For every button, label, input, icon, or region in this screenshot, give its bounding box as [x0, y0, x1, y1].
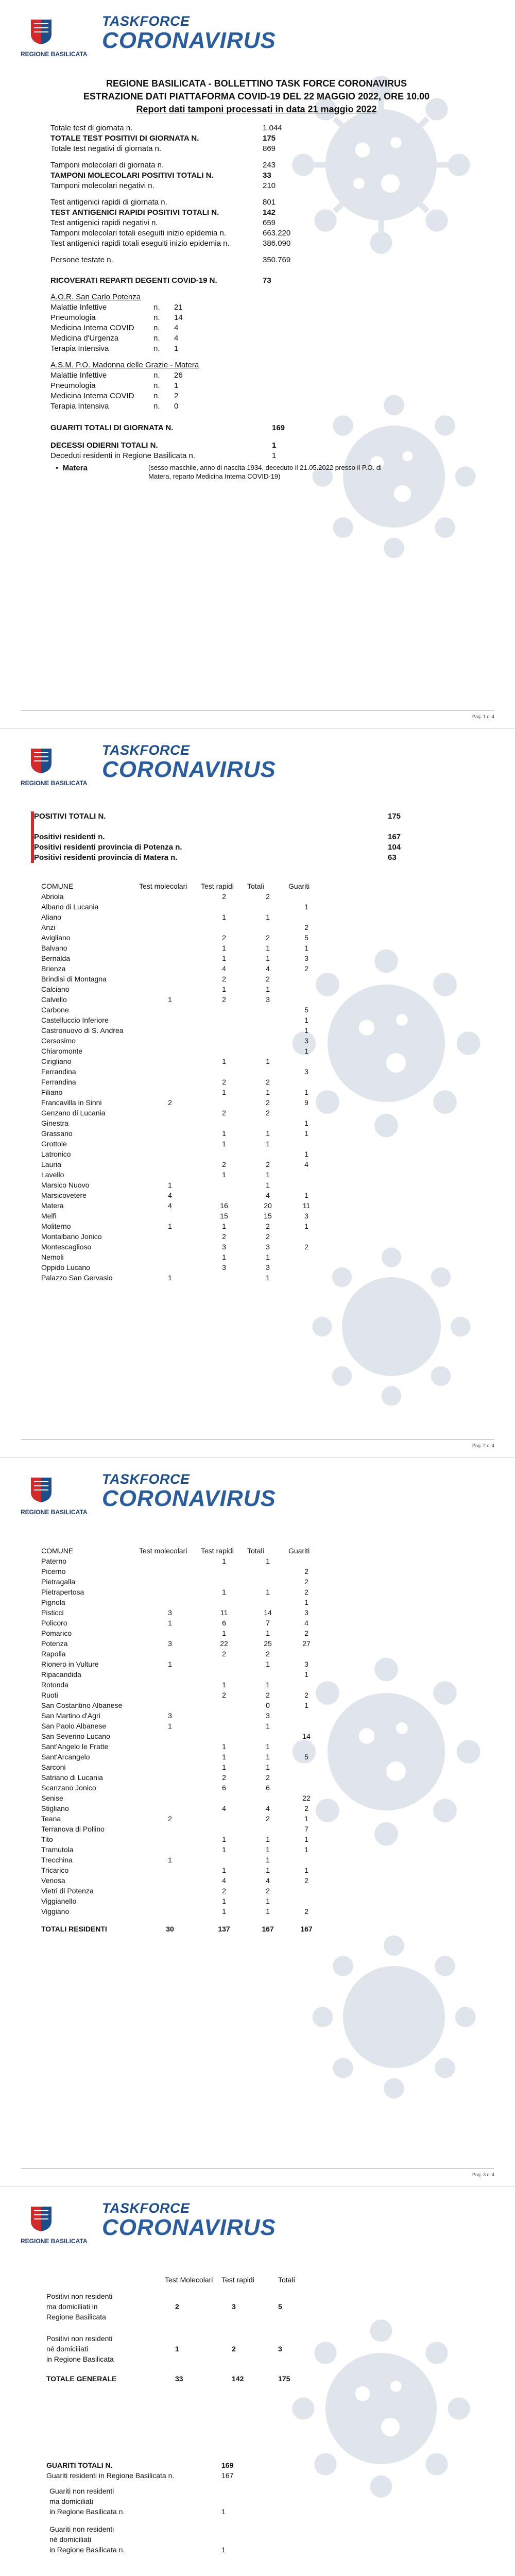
column-header: Test rapidi [201, 1547, 234, 1555]
page-number: Pag. 1 di 4 [472, 714, 494, 719]
table-row: Tito 1 1 1 [41, 1835, 308, 1843]
pos-total-label: POSITIVI TOTALI N. [32, 811, 388, 822]
table-row: Vietri di Potenza 2 2 [41, 1887, 270, 1895]
region-crest-icon [30, 748, 53, 774]
table-row: Francavilla in Sinni 2 2 9 [41, 1098, 308, 1107]
bulletin-title: REGIONE BASILICATA - BOLLETTINO TASK FORCE CORONAVIRUS ESTRAZIONE DATI PIATTAFORMA COVID-19 DEL 22 MAGGIO 2022, ORE 10.00 Report dati tamponi processati in data 21 maggio 2022 [83, 78, 430, 114]
table-row: Brienza 4 4 2 [41, 964, 308, 973]
table-row: San Paolo Albanese 1 1 [41, 1722, 270, 1730]
table-row: Albano di Lucania 1 [41, 903, 308, 911]
ward-row: Pneumologia n. 1 [50, 381, 179, 390]
deaths-value: 1 [272, 441, 277, 450]
table-row: Grottole 1 1 [41, 1140, 270, 1148]
stat-value: 210 [263, 181, 276, 190]
stat-row [50, 228, 290, 239]
ward-row: Medicina d'Urgenza n. 4 [50, 334, 179, 343]
page-header [21, 740, 330, 797]
region-crest-icon [30, 2206, 53, 2232]
persons-tested-value: 350.769 [263, 256, 291, 264]
ward-row: Malattie Infettive n. 26 [50, 371, 183, 380]
bullet-icon: • [56, 464, 63, 472]
ward-row: Pneumologia n. 14 [50, 313, 183, 322]
stat-row [50, 218, 276, 228]
table-row: Marsico Nuovo 1 1 [41, 1181, 270, 1189]
table-row: Bernalda 1 1 3 [41, 954, 308, 962]
page-number: Pag. 3 di 4 [472, 2172, 494, 2177]
col-totali: Totali [278, 2276, 295, 2284]
stat-row [50, 197, 276, 208]
table-row: Pomarico 1 1 2 [41, 1629, 308, 1637]
page-4 [0, 2187, 515, 2576]
table-row: Cirigliano 1 1 [41, 1057, 270, 1065]
table-row: Marsicovetere 4 4 1 [41, 1191, 308, 1199]
healed-summary: GUARITI TOTALI N. 169 Guariti residenti in Regione Basilicata n. 167 Guariti non residenti ma domiciliati in Regione Basilicata n. 1 Guariti non residenti né domiciliati in Regione Basilicata n. 1 [46, 2461, 234, 2554]
hospital-label: RICOVERATI REPARTI DEGENTI COVID-19 N. [50, 276, 217, 285]
table-row: Viggianello 1 1 [41, 1897, 270, 1905]
non-resident-section: Test Molecolari Test rapidi Totali Positivi non residenti ma domiciliati in 2 3 5 Regione Basilicata Positivi non residenti né domiciliati 1 2 3 in Regione Basilicata TOTALE GENERALE 33 142 175 [46, 2276, 295, 2383]
table-row: Viggiano 1 1 2 [41, 1907, 308, 1916]
pos-mt-value: 63 [388, 853, 397, 862]
deaths-section [50, 440, 462, 481]
region-label: REGIONE BASILICATA [21, 779, 88, 787]
stat-value: 869 [263, 144, 276, 153]
table-row: Calvello 1 2 3 [41, 995, 270, 1004]
stat-value: 801 [263, 198, 276, 207]
stat-label: TEST ANTIGENICI RAPIDI POSITIVI TOTALI N. [50, 208, 219, 217]
page-1 [0, 0, 515, 728]
table-row: Calciano 1 1 [41, 985, 270, 993]
stat-value: 659 [263, 218, 276, 227]
table-row: Filiano 1 1 1 [41, 1088, 308, 1096]
column-header: Guariti [288, 1547, 310, 1555]
table-row: Tricarico 1 1 1 [41, 1866, 308, 1874]
table-header [41, 1546, 324, 1556]
region-label: REGIONE BASILICATA [21, 1509, 88, 1516]
table-row: Sant'Angelo le Fratte 1 1 [41, 1742, 270, 1751]
positives-summary [31, 811, 443, 863]
page-header [21, 11, 330, 68]
table-row: Picerno 2 [41, 1567, 308, 1575]
table-row: Pignola 1 [41, 1598, 308, 1606]
pos-res-label: Positivi residenti n. [32, 832, 388, 842]
death-note: (sesso maschile, anno di nascita 1934, deceduto il 21.05.2022 presso il P.O. di Matera, reparto Medicina Interna COVID-19) [148, 464, 382, 480]
stat-row [50, 160, 276, 171]
table-row: Ferrandina 3 [41, 1067, 308, 1076]
table-row: Satriano di Lucania 2 2 [41, 1773, 270, 1782]
potenza-hospital-title: A.O.R. San Carlo Potenza [50, 293, 141, 301]
page-number: Pag. 2 di 4 [472, 1443, 494, 1448]
ward-row: Medicina Interna COVID n. 2 [50, 392, 179, 400]
stat-row [50, 144, 282, 154]
page-2 [0, 729, 515, 1458]
table-row: Montescaglioso 3 3 2 [41, 1243, 308, 1251]
healed-section [50, 423, 462, 433]
col-test-rapidi: Test rapidi [221, 2276, 254, 2284]
table-row: Potenza 3 22 25 27 [41, 1639, 311, 1648]
taskforce-logo: TASKFORCE CORONAVIRUS [102, 13, 276, 53]
deaths-res-label: Deceduti residenti in Regione Basilicata n. [50, 451, 195, 460]
table-row: Grassano 1 1 1 [41, 1129, 308, 1138]
column-header: Test molecolari [139, 882, 187, 890]
column-header: Totali [247, 882, 264, 890]
table-row: Sarconi 1 1 [41, 1763, 270, 1771]
stat-value: 663.220 [263, 229, 291, 238]
table-row: Lavello 1 1 [41, 1171, 270, 1179]
stat-label: Test antigenici rapidi di giornata n. [50, 198, 167, 207]
stat-value: 33 [263, 171, 271, 180]
pos-pz-label: Positivi residenti provincia di Potenza n. [32, 842, 388, 853]
table-row: Terranova di Pollino 7 [41, 1825, 308, 1833]
column-header: Test molecolari [139, 1547, 187, 1555]
stat-value: 386.090 [263, 239, 291, 248]
table-row: Senise 22 [41, 1794, 311, 1802]
deaths-res-value: 1 [272, 451, 277, 460]
healed-value: 169 [272, 423, 285, 432]
table-row: Carbone 5 [41, 1006, 308, 1014]
ward-row: Malattie Infettive n. 21 [50, 303, 183, 312]
page-3 [0, 1458, 515, 2187]
stat-row [50, 181, 276, 191]
stat-value: 243 [263, 161, 276, 170]
region-crest-icon [30, 1477, 53, 1503]
column-header: COMUNE [41, 882, 74, 890]
pos-res-value: 167 [388, 833, 401, 841]
table-row: Castronuovo di S. Andrea 1 [41, 1026, 308, 1035]
healed-label: GUARITI TOTALI DI GIORNATA N. [50, 423, 174, 432]
table-row: Pietrapertosa 1 1 2 [41, 1588, 308, 1596]
column-header: Totali [247, 1547, 264, 1555]
stat-row [50, 239, 290, 249]
stat-row [50, 208, 276, 218]
taskforce-logo: TASKFORCE CORONAVIRUS [102, 2200, 276, 2240]
table-row: Oppido Lucano 3 3 [41, 1263, 270, 1272]
table-row: Teana 2 2 1 [41, 1815, 308, 1823]
stat-row [50, 123, 282, 133]
table-row: Rionero in Vulture 1 1 3 [41, 1660, 308, 1668]
grand-total-label: TOTALE GENERALE [46, 2375, 117, 2383]
stat-row [50, 133, 282, 144]
comuni-table-2 [41, 1546, 453, 1934]
stat-label: Tamponi molecolari di giornata n. [50, 161, 164, 170]
table-row: Rotonda 1 1 [41, 1681, 270, 1689]
table-row: San Severino Lucano 14 [41, 1732, 311, 1740]
table-row: Venosa 4 4 2 [41, 1876, 308, 1885]
stat-label: Tamponi molecolari totali eseguiti inizio epidemia n. [50, 229, 227, 238]
table-row: Scanzano Jonico 6 6 [41, 1784, 270, 1792]
table-row: Nemoli 1 1 [41, 1253, 270, 1261]
table-row: Lauria 2 2 4 [41, 1160, 308, 1168]
table-row: Tramutola 1 1 1 [41, 1845, 308, 1854]
bulletin-body [50, 77, 462, 481]
table-row: San Martino d'Agri 3 3 [41, 1711, 270, 1720]
taskforce-logo: TASKFORCE CORONAVIRUS [102, 1471, 276, 1511]
table-row: Stigliano 4 4 2 [41, 1804, 308, 1812]
table-row: Pietragalla 2 [41, 1578, 308, 1586]
table-row: Castelluccio Inferiore 1 [41, 1016, 308, 1024]
ward-row: Medicina Interna COVID n. 4 [50, 324, 179, 332]
daily-totals [50, 123, 462, 265]
pos-pz-value: 104 [388, 843, 401, 852]
death-detail: • Matera (sesso maschile, anno di nascita 1934, deceduto il 21.05.2022 presso il P.O. di Matera, reparto Medicina Interna COVID-19) [50, 463, 462, 481]
ward-row: Terapia Intensiva n. 1 [50, 344, 179, 353]
column-header: Test rapidi [201, 882, 234, 890]
stat-row [50, 171, 276, 181]
hospital-value: 73 [263, 276, 271, 285]
table-row: Rapolla 2 2 [41, 1650, 270, 1658]
table-row: Matera 4 16 20 11 [41, 1201, 311, 1210]
hospital-section [50, 276, 462, 412]
deaths-label: DECESSI ODIERNI TOTALI N. [50, 441, 158, 450]
stat-label: Test antigenici rapidi negativi n. [50, 218, 158, 227]
totals-row: TOTALI RESIDENTI 30 137 167 167 [41, 1925, 313, 1933]
table-row: Balvano 1 1 1 [41, 944, 308, 952]
table-row: Ginestra 1 [41, 1119, 308, 1127]
column-header: COMUNE [41, 1547, 74, 1555]
ward-row: Terapia Intensiva n. 0 [50, 402, 179, 411]
table-row: Cersosimo 3 [41, 1037, 308, 1045]
table-row: Brindisi di Montagna 2 2 [41, 975, 270, 983]
table-row: Abriola 2 2 [41, 892, 270, 901]
page-header [21, 1469, 330, 1526]
stat-label: Totale test di giornata n. [50, 124, 133, 132]
table-row: San Costantino Albanese 0 1 [41, 1701, 308, 1709]
table-row: Pisticci 3 11 14 3 [41, 1608, 308, 1617]
table-row: Palazzo San Gervasio 1 1 [41, 1274, 270, 1282]
region-label: REGIONE BASILICATA [21, 50, 88, 58]
table-row: Avigliano 2 2 5 [41, 934, 308, 942]
region-crest-icon [30, 19, 53, 45]
table-row: Montalbano Jonico 2 2 [41, 1232, 270, 1241]
table-row: Trecchina 1 1 [41, 1856, 270, 1864]
stat-value: 1.044 [263, 124, 282, 132]
comuni-table-1 [41, 881, 453, 1283]
page-header [21, 2198, 330, 2255]
taskforce-logo: TASKFORCE CORONAVIRUS [102, 742, 276, 782]
table-row: Anzi 2 [41, 923, 308, 931]
table-row: Aliano 1 1 [41, 913, 270, 921]
column-header: Guariti [288, 882, 310, 890]
stat-label: Tamponi molecolari negativi n. [50, 181, 154, 190]
stat-label: TAMPONI MOLECOLARI POSITIVI TOTALI N. [50, 171, 214, 180]
stat-label: Totale test negativi di giornata n. [50, 144, 162, 153]
stat-label: Test antigenici rapidi totali eseguiti inizio epidemia n. [50, 239, 230, 248]
matera-hospital-title: A.S.M. P.O. Madonna delle Grazie - Matera [50, 361, 199, 369]
col-test-molecolari: Test Molecolari [165, 2276, 213, 2284]
table-row: Chiaromonte 1 [41, 1047, 308, 1055]
table-row: Paterno 1 1 [41, 1557, 270, 1565]
pos-mt-label: Positivi residenti provincia di Matera n. [32, 853, 388, 863]
virus-watermark-icon [309, 1932, 479, 2102]
region-label: REGIONE BASILICATA [21, 2238, 88, 2245]
table-row: Moliterno 1 1 2 1 [41, 1222, 308, 1230]
table-row: Sant'Arcangelo 1 1 5 [41, 1753, 308, 1761]
table-row: Ripacandida 1 [41, 1670, 308, 1679]
stat-value: 175 [263, 134, 276, 143]
pos-total-value: 175 [388, 812, 401, 821]
stat-label: TOTALE TEST POSITIVI DI GIORNATA N. [50, 134, 199, 143]
table-header [41, 881, 324, 891]
table-row: Genzano di Lucania 2 2 [41, 1109, 270, 1117]
stat-value: 142 [263, 208, 276, 217]
table-row: Ferrandina 2 2 [41, 1078, 270, 1086]
persons-tested-label: Persone testate n. [50, 256, 113, 264]
table-row: Policoro 1 6 7 4 [41, 1619, 308, 1627]
table-row: Latronico 1 [41, 1150, 308, 1158]
table-row: Melfi 15 15 3 [41, 1212, 308, 1220]
table-row: Ruoti 2 2 2 [41, 1691, 308, 1699]
